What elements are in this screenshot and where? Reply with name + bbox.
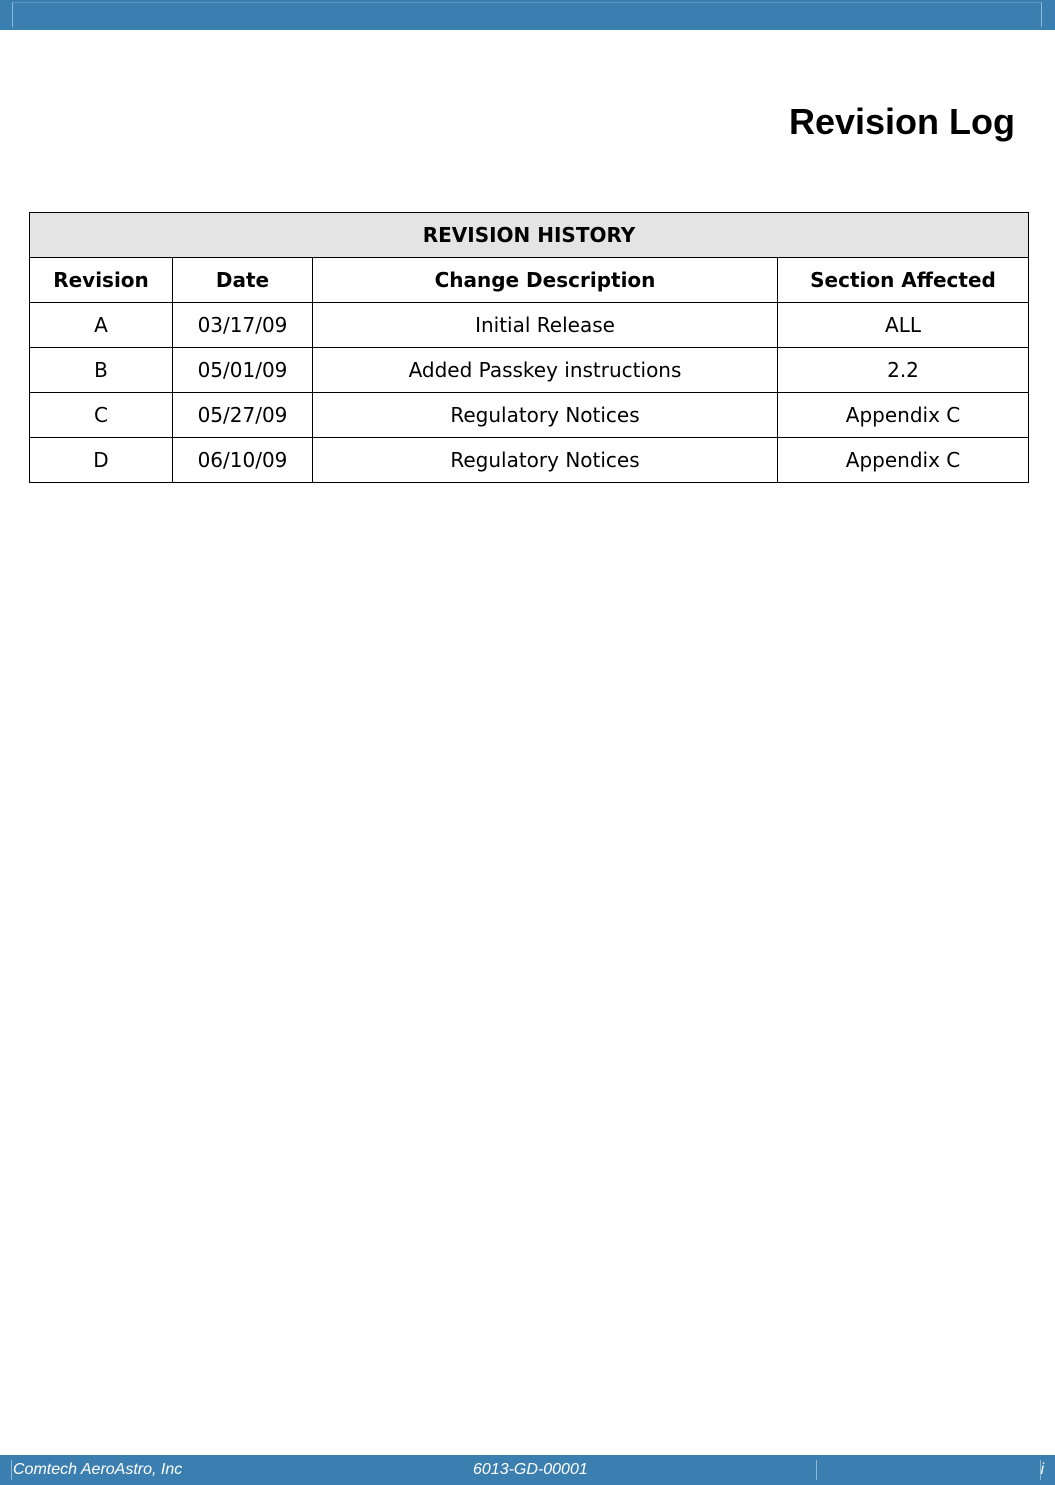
header-band-frame [12, 2, 1042, 27]
table-row [30, 348, 1029, 393]
revision-history-table [29, 212, 1029, 483]
date-cell: 03/17/09 [173, 303, 313, 348]
table-banner-row [30, 213, 1029, 258]
table-header-row [30, 258, 1029, 303]
revision-cell: B [30, 348, 173, 393]
revision-cell: D [30, 438, 173, 483]
revision-cell: A [30, 303, 173, 348]
column-header-revision: Revision [30, 258, 173, 303]
change-description-cell: Added Passkey instructions [313, 348, 778, 393]
section-affected-cell: ALL [778, 303, 1029, 348]
date-cell: 05/01/09 [173, 348, 313, 393]
table-row [30, 438, 1029, 483]
footer-separator [816, 1460, 817, 1480]
column-header-change-description: Change Description [313, 258, 778, 303]
footer-doc-number: 6013-GD-00001 [473, 1461, 588, 1478]
footer-separator [11, 1460, 12, 1480]
date-cell: 05/27/09 [173, 393, 313, 438]
column-header-section-affected: Section Affected [778, 258, 1029, 303]
section-affected-cell: Appendix C [778, 393, 1029, 438]
footer-band [0, 1455, 1055, 1485]
column-header-date: Date [173, 258, 313, 303]
page-title: Revision Log [788, 101, 1015, 142]
section-affected-cell: Appendix C [778, 438, 1029, 483]
header-band [0, 0, 1055, 30]
table-row [30, 303, 1029, 348]
footer-company: Comtech AeroAstro, Inc [13, 1461, 183, 1478]
change-description-cell: Regulatory Notices [313, 438, 778, 483]
change-description-cell: Regulatory Notices [313, 393, 778, 438]
section-affected-cell: 2.2 [778, 348, 1029, 393]
table-row [30, 393, 1029, 438]
revision-cell: C [30, 393, 173, 438]
table-banner: REVISION HISTORY [30, 213, 1029, 258]
date-cell: 06/10/09 [173, 438, 313, 483]
footer-page-number: i [1040, 1461, 1044, 1478]
change-description-cell: Initial Release [313, 303, 778, 348]
